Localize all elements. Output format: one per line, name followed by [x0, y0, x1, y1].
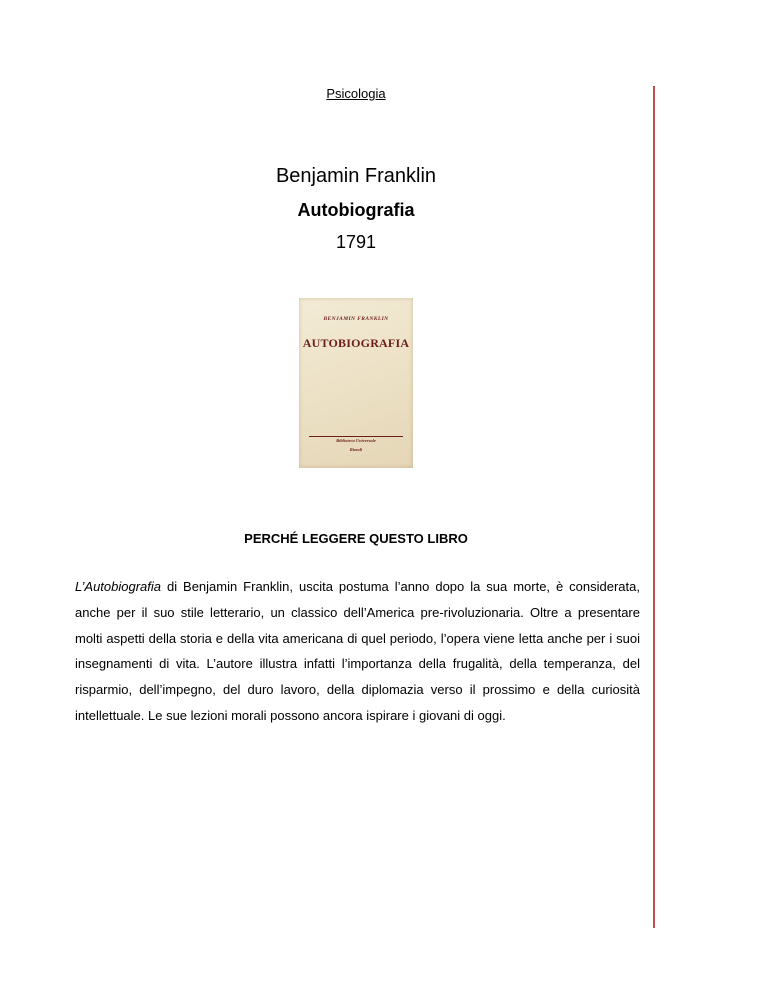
book-cover-image [299, 298, 413, 468]
cover-rule [309, 436, 403, 437]
italic-book-title: L’Autobiografia [75, 579, 162, 594]
cover-publisher: Rizzoli [349, 447, 363, 452]
publication-year: 1791 [335, 232, 377, 252]
category-label: Psicologia [326, 86, 386, 101]
cover-series: Biblioteca Universale [336, 438, 376, 443]
cover-author: BENJAMIN FRANKLIN [323, 316, 389, 322]
book-author: Benjamin Franklin [275, 165, 437, 187]
cover-title: AUTOBIOGRAFIA [302, 336, 410, 350]
section-heading: PERCHÉ LEGGERE QUESTO LIBRO [244, 531, 468, 546]
body-paragraph [75, 574, 640, 729]
paragraph-text: di Benjamin Franklin, uscita postuma l’anno dopo la sua morte, è considerata, anche per il suo stile letterario, un classico dell’America pre-rivoluzionaria. Oltre a presentare molti aspetti della storia e della vita americana di quel periodo, l’opera viene letta anche per i suoi insegnamenti di vita. L’autore illustra infatti l’importanza della frugalità, della temperanza, del risparmio, dell’impegno, del duro lavoro, della diplomazia verso il prossimo e della curiosità intellettuale. Le sue lezioni morali possono ancora ispirare i giovani di oggi. [75, 579, 640, 723]
book-title: Autobiografia [297, 200, 415, 220]
